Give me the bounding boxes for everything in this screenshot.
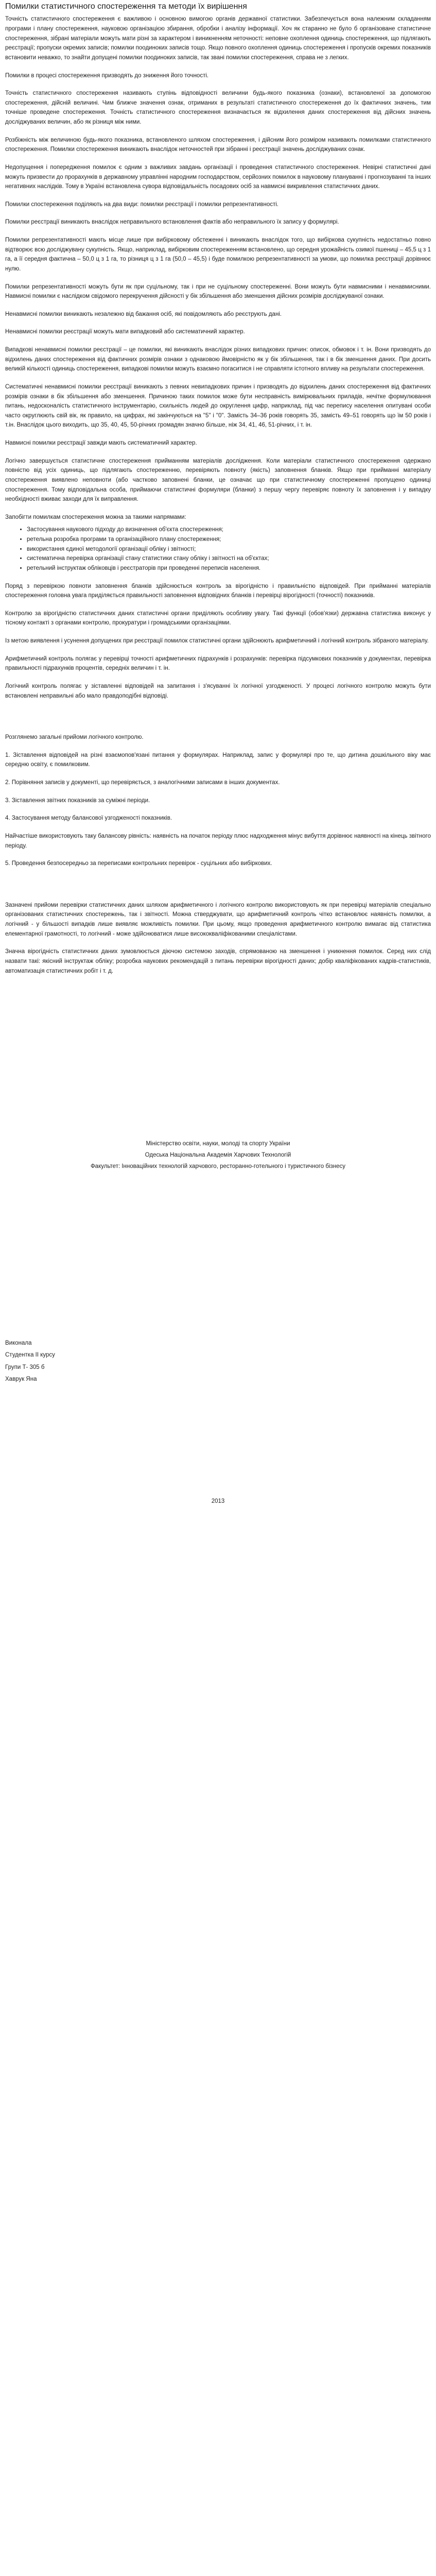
paragraph: Навмисні помилки реєстрації завжди мають систематичний характер. (5, 440, 197, 447)
paragraph: 5. Проведення безпосередньо за переписами контрольних перевірок - суцільних або вибіркових. (5, 860, 272, 867)
page-title: Помилки статистичного спостереження та методи їх вирішення (5, 2, 247, 11)
spacer (5, 1173, 431, 1337)
document (5, 0, 431, 1506)
list-item: • ретельний інструктаж обліковців і реєстраторів при проведенні переписів населення. (27, 564, 431, 573)
author-name: Хаврук Яна (5, 1376, 37, 1383)
academy-name: Одеська Національна Академія Харчових Технологій (145, 1151, 291, 1158)
paragraph: Точність статистичного спостереження є важливою і основною вимогою органів державної статистики. Забезпечується вона належним складанням програми і плану спостереження, науковою організацією збирання, обробки і аналізу інформації. Хоч як старанно не було б організоване статистичне спостереження, зібрані матеріали можуть мати різні за характером і виникненням неточності: неповне охоплення одиниць спостереження, що підлягають реєстрації; пропуски окремих записів; помилки поодиноких записів тощо. Якщо повного охоплення одиниць спостереження і пропусків окремих показників встановити неважко, то знайти допущені помилки поодиноких записів, так звані помилки спостереження, справа не з легких. (5, 16, 431, 61)
paragraph: 2. Порівняння записів у документі, що перевіряється, з аналогічними записами в інших документах. (5, 779, 280, 786)
list-item: • систематична перевірка організації стану статистики стану обліку і звітності на об'єктах; (27, 554, 431, 564)
paragraph: Значна вірогідність статистичних даних зумовлюється діючою системою заходів, спрямованою на зменшення і уникнення помилок. Серед них слід назвати такі: якісний інструктаж обліку; розробка наукових рекомендацій з питань перевірки вірогідності даних; добір кваліфікованих кадрів-статистиків, автоматизація статистичних робіт і т. д. (5, 948, 431, 974)
paragraph: Помилки репрезентативності мають місце лише при вибірковому обстеженні і виникають внаслідок того, що вибіркова сукупність недостатньо повно відтворює всю досліджувану сукупність. Якщо, наприклад, вибірковим спостереженням встановлено, що середня урожайність озимої пшениці – 45,5 ц з 1 га, а її середня фактична – 50,0 ц з 1 га, то різниця ц з 1 га (50,0 – 45,5) і буде помилкою репрезентативності за умови, що помилка реєстрації дорівнює нулю. (5, 237, 431, 272)
faculty-name: Факультет: Інноваційних технологій харчового, ресторанно-готельного і туристичного бізнесу (90, 1163, 346, 1170)
control-section (5, 582, 431, 701)
paragraph: Арифметичний контроль полягає у перевірці точності арифметичних підрахунків і розрахунків: перевірка підсумкових показників у документах, перевірка правильності підрахунків процентів, середніх величин і т. ін. (5, 655, 431, 672)
author-group: Групи Т- 305 б (5, 1364, 45, 1370)
paragraph: Помилки спостереження поділяють на два види: помилки реєстрації і помилки репрезентативності. (5, 201, 278, 208)
spacer (5, 984, 431, 1139)
paragraph: Ненавмисні помилки виникають незалежно від бажання осіб, які повідомляють або реєструють дані. (5, 311, 282, 317)
spacer (5, 1386, 431, 1497)
author-course: Студентка ІІ курсу (5, 1352, 55, 1359)
paragraph: Зазначені прийоми перевірки статистичних даних шляхом арифметичного і логічного контролю використовують як при перевірці матеріалів спеціально організованих статистичних спостережень, так і звітності. Можна стверджувати, що арифметичний контроль чітко встановлює наявність помилки, а логічний - у більшості випадків лише виявляє можливість помилки. При цьому, якщо проведення арифметичного контролю вимагає від статистика елементарної грамотності, то логічний - може здійснюватися лише висококваліфікованими спеціалістами. (5, 902, 431, 937)
paragraph: Логічний контроль полягає у зіставленні відповідей на запитання і з'ясуванні їх логічної узгодженості. У процесі логічного контролю можуть бути встановлені неправильні або мало правдоподібні відповіді. (5, 683, 431, 699)
spacer (5, 877, 431, 901)
paragraph: Із метою виявлення і усунення допущених при реєстрації помилок статистичні органи здійснюють арифметичний і логічний контроль зібраного матеріалу. (5, 638, 429, 645)
author-block (5, 1337, 431, 1386)
paragraph: Розбіжність між величиною будь-якого показника, встановленого шляхом спостереження, і дійсним його розміром називають помилками статистичного спостереження. Помилки спостереження виникають внаслідок неточностей при зібранні і реєстрації значень досліджуваних ознак. (5, 137, 431, 153)
prevention-list (5, 525, 431, 573)
paragraph: Недопущення і попередження помилок є одним з важливих завдань організації і проведення статистичного спостереження. Невірні статистичні дані можуть призвести до прорахунків в державному управлінні народним господарством, серйозних помилок в науковому плануванні і прогнозуванні та інших негативних наслідків. Тому в Україні встановлена сувора відповідальність посадових осіб за навмисні викривлення статистичних даних. (5, 164, 431, 190)
paragraph: Помилки реєстрації виникають внаслідок неправильного встановлення фактів або неправильного їх запису у формулярі. (5, 219, 339, 226)
year: 2013 (211, 1498, 225, 1504)
list-item: • використання єдиної методології організації обліку і звітності; (27, 545, 431, 554)
paragraph: 3. Зіставлення звітних показників за суміжні періоди. (5, 797, 150, 804)
paragraph: Розглянемо загальні прийоми логічного контролю. (5, 734, 144, 741)
paragraph: Логічно завершується статистичне спостереження прийманням матеріалів дослідження. Коли матеріали статистичного спостереження одержано повністю від усіх одиниць, що підлягають спостереженню, перевіряють повноту (якість) заповнення бланків. Якщо при прийманні матеріалу спостереження виявлено неповноти (або частково заповнені бланки, це означає що при статистичному спостереженні пропущено одиниці спостереження. Тому відповідальна особа, приймаючи статистичні формуляри (бланки) з першу чергу перевіряє повноту їх заповнення і у випадку необхідності вживає заходи для їх виправлення. (5, 457, 431, 503)
intro-section (5, 14, 431, 522)
paragraph: Точність статистичного спостереження називають ступінь відповідності величини будь-якого показника (ознаки), встановленої за допомогою спостереження, дійсній величині. Чим ближче значення ознак, отриманих в результаті статистичного спостереження до їх фактичних значень, тим точніше проведене спостереження. Точність статистичного спостереження визначається як відхилення даних спостереження від дійсних значень досліджуваних величин, або як різниця між ними. (5, 90, 431, 126)
ministry-name: Міністерство освіти, науки, молоді та спорту України (146, 1141, 290, 1147)
paragraph: Помилки в процесі спостереження призводять до зниження його точності. (5, 72, 209, 79)
conclusion-section (5, 901, 431, 976)
paragraph: Поряд з перевіркою повноти заповнення бланків здійснюється контроль за вірогідністю і правильністю відповідей. При прийманні матеріалів спостереження головна увага приділяється правильності заповнення відповідних бланків і перевірці вірогідності (точності) показників. (5, 583, 431, 599)
paragraph: Випадкові ненавмисні помилки реєстрації – це помилки, які виникають внаслідок різних випадкових причин: описок, обмовок і т. ін. Вони призводять до відхилень даних спостереження від фактичних розмірів ознаки з однаковою ймовірністю як у бік збільшення, так і в бік зменшення даних. При досить великій кількості одиниць спостереження, випадкові помилки можуть взаємно погаситися і не справляти істотного впливу на результати спостереження. (5, 347, 431, 372)
paragraph: 4. Застосування методу балансової узгодженості показників. (5, 815, 172, 822)
cover-block (5, 1139, 431, 1173)
paragraph: Систематичні ненавмисні помилки реєстрації виникають з певних невипадкових причин і призводять до відхилень даних спостереження від фактичних розмірів ознаки в бік збільшення або зменшення. Причиною таких помилок може бути несправність вимірювальних приладів, нечітке формулювання питань, недосконалість статистичного інструментарію, схильність людей до округлення цифр, наприклад, під час перепису населення опитувані особи часто округлюють свій вік, як правило, на цифрах, які закінчуються на "5" і "0". Замість 34–36 років говорять 35, замість 49–51 говорять що їм 50 років і т.ін. Внаслідок цього виходить, що 35, 40, 45, 50-річних громадян значно більше, ніж 34, 41, 46, 51-річних, і т. ін. (5, 383, 431, 429)
list-item: • Застосування наукового підходу до визначення об'єкта спостереження; (27, 525, 431, 535)
author-label: Виконала (5, 1340, 32, 1346)
paragraph: 1. Зіставлення відповідей на різні взаємопов'язані питання у формулярах. Наприклад, запис у формулярі про те, що дитина дошкільного віку має середню освіту, є помилковим. (5, 752, 431, 768)
paragraph: Ненавмисні помилки реєстрації можуть мати випадковий або систематичний характер. (5, 329, 245, 335)
logical-control-section (5, 733, 431, 869)
paragraph: Запобігти помилкам спостереження можна за такими напрямами: (5, 514, 186, 520)
spacer (5, 709, 431, 733)
list-item: • ретельна розробка програми та організаційного плану спостереження; (27, 535, 431, 545)
paragraph: Контролю за вірогідністю статистичних даних статистичні органи приділяють особливу увагу. Такі функції (обов'язки) державна статистика виконує у тісному контакті з органами контролю, прокуратури і громадськими організаціями. (5, 610, 431, 626)
paragraph: Найчастіше використовують таку балансову рівність: наявність на початок періоду плюс надходження мінус вибуття дорівнює наявності на кінець звітного періоду. (5, 833, 431, 849)
paragraph: Помилки репрезентативності можуть бути як при суцільному, так і при не суцільному спостереженні. Вони можуть бути навмисними і ненавмисними. Навмисні помилки є наслідком свідомого перекручення дійсності у бік збільшення або зменшення дійсних розмірів досліджуваної ознаки. (5, 283, 431, 300)
